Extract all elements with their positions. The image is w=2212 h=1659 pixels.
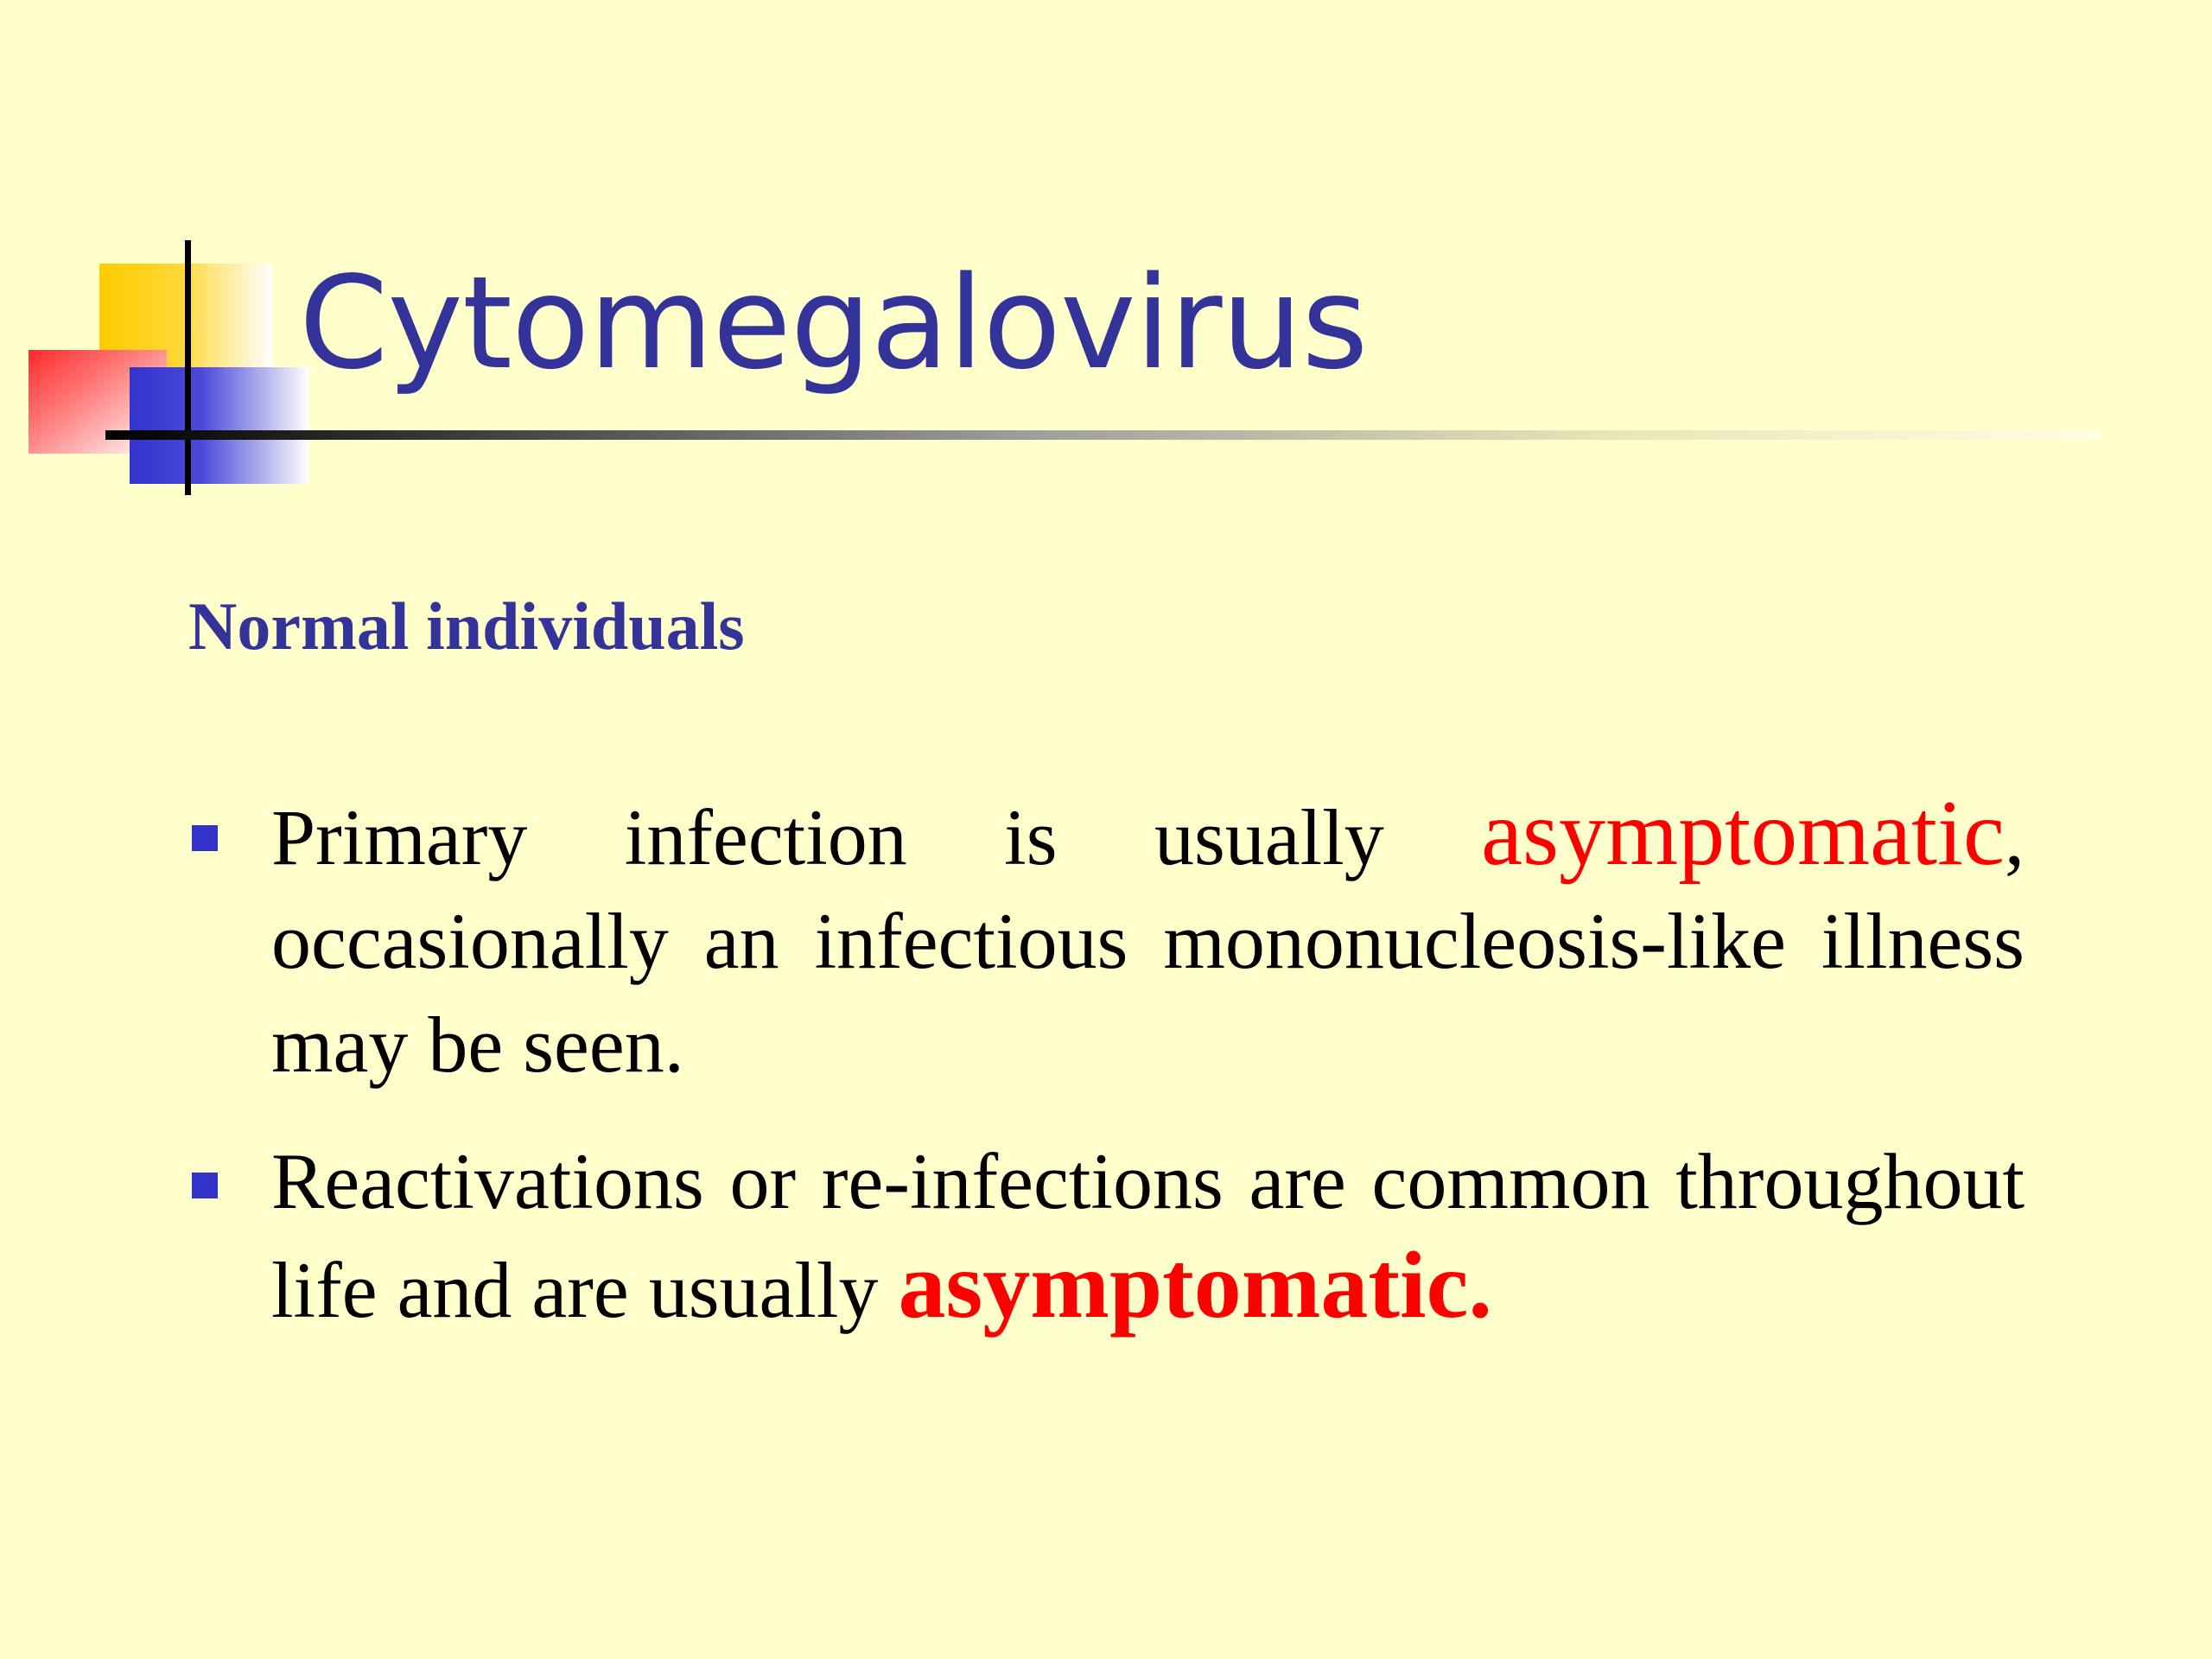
square-bullet-icon [192,825,218,851]
bullet-text-after: , occasionally an infectious mononucleosis-like illness may be seen. [271,793,2024,1089]
bullet-item-primary-infection [188,782,2024,1096]
slide-title: Cytomegalovirus [299,249,1368,397]
bullet-item-reactivations [188,1129,2024,1342]
bullet-text-before: Primary infection is usually [271,793,1482,881]
bullet-text-before: Reactivations or re-infections are common throughout life and are usually [271,1137,2024,1334]
square-bullet-icon [192,1173,218,1198]
blue-square-shape [130,367,309,484]
bullet-highlight-asymptomatic: asymptomatic. [898,1232,1492,1338]
bullet-list [188,782,2024,1342]
vertical-divider-line [185,240,191,495]
section-subheading: Normal individuals [188,588,745,664]
title-underline-rule [105,430,2101,440]
bullet-highlight-asymptomatic: asymptomatic [1481,782,2005,885]
